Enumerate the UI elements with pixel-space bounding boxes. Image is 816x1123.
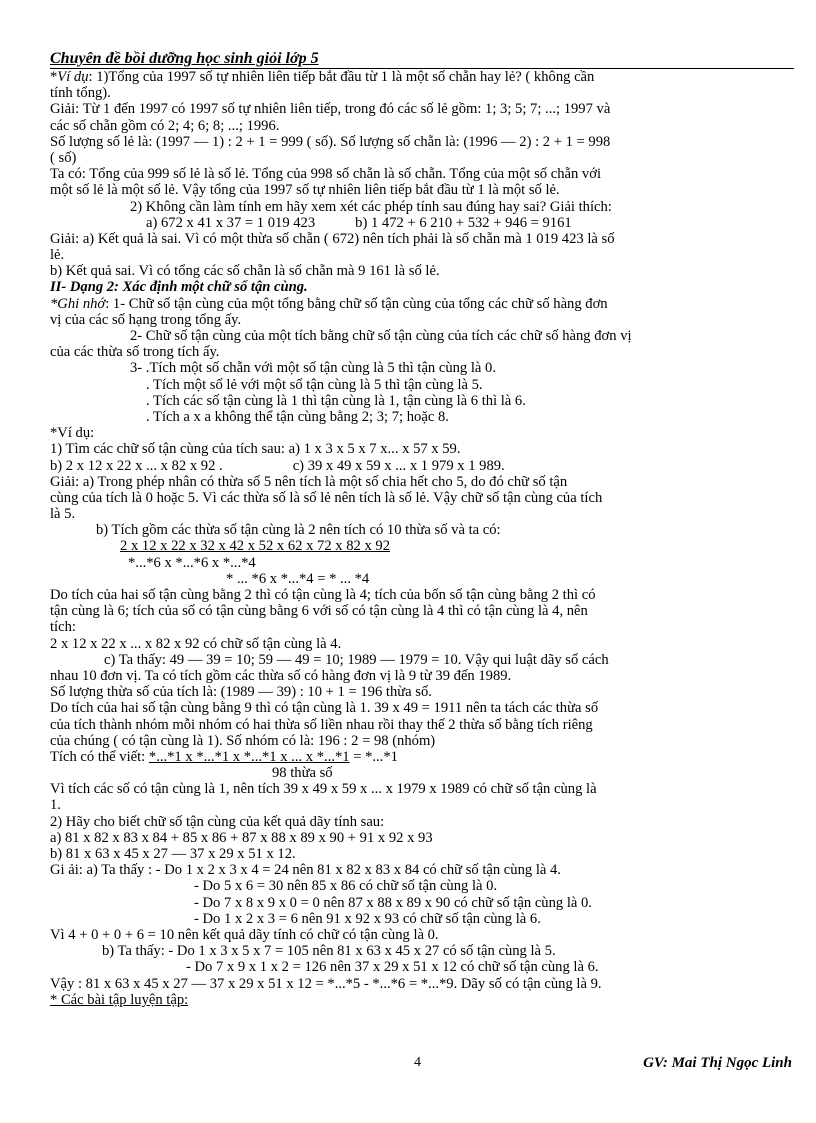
text-line: * ... *6 x *...*4 = * ... *4 [226, 570, 370, 587]
text-line: Giải: a) Trong phép nhân có thừa số 5 nên tích là một số chia hết cho 5, do đó chữ số tận [50, 473, 568, 490]
header-title: Chuyên đề bồi dưỡng học sinh giỏi lớp 5 [50, 50, 319, 67]
text-line: tận cùng là 6; tích của số có tận cùng bằng 6 với số có tận cùng là 4 thì có tận cùng là 4, nên [50, 603, 588, 620]
text-line: của tích thành nhóm mỗi nhóm có hai thừa số liền nhau rồi thay thế 2 thừa số bằng tích riêng [50, 716, 593, 733]
text-line: *...*6 x *...*6 x *...*4 [128, 554, 256, 571]
document-body [50, 69, 795, 1008]
text-line: Gi ải: a) Ta thấy : - Do 1 x 2 x 3 x 4 = 24 nên 81 x 82 x 83 x 84 có chữ số tận cùng là 4. [50, 862, 561, 879]
text-line: của chúng ( có tận cùng là 1). Số nhóm có là: 196 : 2 = 98 (nhóm) [50, 732, 436, 749]
text-line: 1. [50, 797, 61, 814]
text-line: một số lẻ là một số lẻ. Vậy tổng của 1997 số tự nhiên liên tiếp bắt đầu từ 1 là một số lẻ. [50, 182, 560, 199]
text-line: c) Ta thấy: 49 — 39 = 10; 59 — 49 = 10; 1989 — 1979 = 10. Vậy qui luật dãy số cách [104, 651, 609, 668]
text-line: *Ghi nhớ: 1- Chữ số tận cùng của một tổng bằng chữ số tận cùng của tổng các chữ số hàng đơn [50, 295, 608, 312]
text-line: cùng của tích là 0 hoặc 5. Vì các thừa số là số lẻ nên tích là số lẻ. Vậy chữ số tận cùng của tích [50, 489, 603, 506]
text-line: Số lượng số lẻ là: (1997 — 1) : 2 + 1 = 999 ( số). Số lượng số chẵn là: (1996 — 2) : 2 + 1 = 998 [50, 133, 611, 150]
text-line: 2 x 12 x 22 x 32 x 42 x 52 x 62 x 72 x 82 x 92 [120, 538, 390, 555]
text-line: 2- Chữ số tận cùng của một tích bằng chữ số tận cùng của tích các chữ số hàng đơn vị [130, 328, 632, 344]
footer-author: GV: Mai Thị Ngọc Linh [643, 1055, 792, 1071]
text-line: a) 672 x 41 x 37 = 1 019 423 b) 1 472 + 6 210 + 532 + 946 = 9161 [146, 214, 572, 231]
text-line: . Tích a x a không thể tận cùng bằng 2; 3; 7; hoặc 8. [146, 408, 449, 425]
text-line: 98 thừa số [272, 765, 333, 782]
text-line: Số lượng thừa số của tích là: (1989 — 39) : 10 + 1 = 196 thừa số. [50, 684, 432, 701]
text-line: Ta có: Tổng của 999 số lẻ là số lẻ. Tổng của 998 số chẵn là số chẵn. Tổng của một số chẵn với [50, 166, 601, 183]
text-line: tính tổng). [50, 85, 111, 102]
text-line: ( số) [50, 149, 77, 166]
text-line: Tích có thể viết: *...*1 x *...*1 x *...*1 x ... x *...*1 = *...*1 [50, 748, 398, 765]
text-line: 1) Tìm các chữ số tận cùng của tích sau: a) 1 x 3 x 5 x 7 x... x 57 x 59. [50, 441, 461, 458]
text-line: lẻ. [50, 247, 65, 264]
text-line: - Do 1 x 2 x 3 = 6 nên 91 x 92 x 93 có chữ số tận cùng là 6. [194, 910, 541, 927]
text-line: tích: [50, 619, 76, 636]
text-line: 2) Hãy cho biết chữ số tận cùng của kết quả dãy tính sau: [50, 813, 385, 830]
text-line: * Các bài tập luyện tập: [50, 991, 189, 1008]
text-line: b) 2 x 12 x 22 x ... x 82 x 92 . c) 39 x 49 x 59 x ... x 1 979 x 1 989. [50, 457, 505, 474]
text-line: b) Kết quả sai. Vì có tổng các số chẵn là số chẵn mà 9 161 là số lẻ. [50, 263, 440, 280]
text-line: 2) Không cần làm tính em hãy xem xét các phép tính sau đúng hay sai? Giải thích: [130, 198, 612, 215]
text-line: 2 x 12 x 22 x ... x 82 x 92 có chữ số tận cùng là 4. [50, 635, 342, 652]
text-line: Giải: Từ 1 đến 1997 có 1997 số tự nhiên liên tiếp, trong đó các số lẻ gồm: 1; 3; 5; 7; ...; 1997 và [50, 101, 611, 118]
page-header [50, 50, 794, 69]
text-line: b) 81 x 63 x 45 x 27 — 37 x 29 x 51 x 12. [50, 846, 296, 862]
text-line: . Tích các số tận cùng là 1 thì tận cùng là 1, tận cùng là 6 thì là 6. [146, 392, 526, 409]
text-line: Vì tích các số có tận cùng là 1, nên tích 39 x 49 x 59 x ... x 1979 x 1989 có chữ số tận cùng là [50, 781, 597, 798]
text-line: Giải: a) Kết quả là sai. Vì có một thừa số chẵn ( 672) nên tích phải là số chẵn mà 1 019 423 là số [50, 230, 615, 247]
text-line: a) 81 x 82 x 83 x 84 + 85 x 86 + 87 x 88 x 89 x 90 + 91 x 92 x 93 [50, 829, 433, 846]
text-line: *Ví dụ: [50, 425, 95, 442]
text-line: - Do 7 x 8 x 9 x 0 = 0 nên 87 x 88 x 89 x 90 có chữ số tận cùng là 0. [194, 894, 592, 911]
text-line: Do tích của hai số tận cùng bằng 2 thì có tận cùng là 4; tích của bốn số tận cùng bằng 2 thì có [50, 587, 596, 603]
text-line: nhau 10 đơn vị. Ta có tích gồm các thừa số có hàng đơn vị là 9 từ 39 đến 1989. [50, 667, 512, 684]
text-line: *Ví dụ: 1)Tổng của 1997 số tự nhiên liên tiếp bắt đầu từ 1 là một số chẵn hay lẻ? ( không cần [50, 69, 595, 85]
text-line: Vì 4 + 0 + 0 + 6 = 10 nên kết quả dãy tính có chữ có tận cùng là 0. [50, 926, 439, 943]
text-line: b) Ta thấy: - Do 1 x 3 x 5 x 7 = 105 nên 81 x 63 x 45 x 27 có số tận cùng là 5. [102, 943, 556, 960]
text-line: các số chẵn gồm có 2; 4; 6; 8; ...; 1996. [50, 117, 280, 134]
text-line: Vậy : 81 x 63 x 45 x 27 — 37 x 29 x 51 x 12 = *...*5 - *...*6 = *...*9. Dãy số có tận cùng là 9. [50, 975, 602, 992]
text-line: là 5. [50, 506, 76, 523]
text-line: - Do 7 x 9 x 1 x 2 = 126 nên 37 x 29 x 51 x 12 có chữ số tận cùng là 6. [186, 959, 599, 976]
text-line: - Do 5 x 6 = 30 nên 85 x 86 có chữ số tận cùng là 0. [194, 878, 498, 895]
page-footer [0, 1055, 816, 1075]
text-line: . Tích một số lẻ với một số tận cùng là 5 thì tận cùng là 5. [146, 376, 483, 393]
text-line: vị của các số hạng trong tổng ấy. [50, 311, 242, 328]
text-line: b) Tích gồm các thừa số tận cùng là 2 nên tích có 10 thừa số và ta có: [96, 522, 501, 539]
page-number: 4 [414, 1055, 421, 1070]
text-line: Do tích của hai số tận cùng bằng 9 thì có tận cùng là 1. 39 x 49 = 1911 nên ta tách các thừa số [50, 700, 599, 717]
section-heading: II- Dạng 2: Xác định một chữ số tận cùng. [50, 279, 308, 296]
text-line: của các thừa số trong tích ấy. [50, 344, 220, 361]
text-line: 3- .Tích một số chẵn với một số tận cùng là 5 thì tận cùng là 0. [130, 360, 497, 377]
